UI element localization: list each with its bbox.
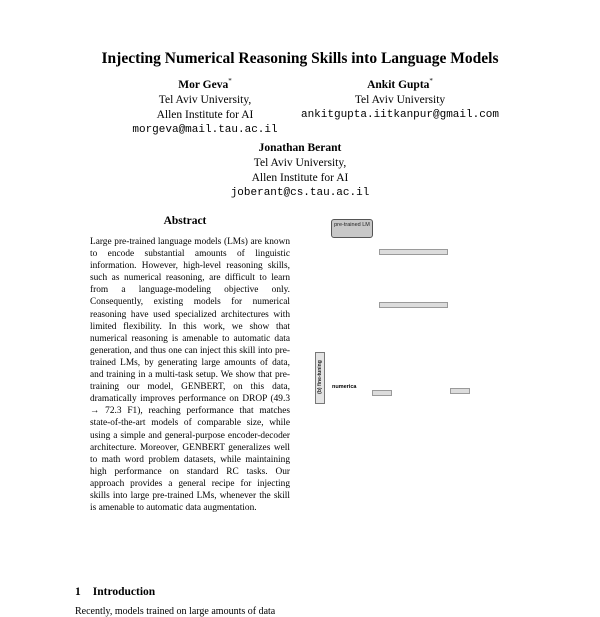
author-affiliation: Tel Aviv University bbox=[354, 93, 446, 106]
author-block-1 bbox=[110, 74, 300, 138]
author-email: joberant@cs.tau.ac.il bbox=[230, 187, 370, 199]
author-affiliation: Tel Aviv University, bbox=[253, 157, 347, 169]
author-name: Jonathan Berant bbox=[258, 142, 342, 154]
author-affiliation: Allen Institute for AI bbox=[156, 108, 254, 121]
fine-tuning-tab bbox=[315, 352, 325, 404]
section-title: Introduction bbox=[92, 586, 156, 598]
author-block-2 bbox=[290, 74, 510, 123]
paper-title: Injecting Numerical Reasoning Skills into Language Models bbox=[101, 50, 499, 67]
author-block-3 bbox=[200, 141, 400, 201]
figure-bar bbox=[379, 249, 448, 255]
section-number: 1 bbox=[75, 586, 81, 598]
abstract-text: Large pre-trained language models (LMs) are known to encode substantial amounts of linguistic information. However, high-level reasoning skills, such as numerical reasoning, are difficult to learn from a language-modeling objective only. Consequently, existing models for numerical reasoning have used specialized architectures with limited flexibility. In this work, we show that numerical reasoning is amenable to automatic data generation, and thus one can inject this skill into pre-trained LMs, by generating large amounts of data, and training in a multi-task setup. We show that pre-training our model, GENBERT, on this data, dramatically improves performance on DROP (49.3 → 72.3 F1), reaching performance that matches state-of-the-art models of comparable size, while using a simple and general-purpose encoder-decoder architecture. Moreover, GENBERT generalizes well to math word problem datasets, while maintaining high performance on standard RC tasks. Our approach provides a general recipe for injecting skills into large pre-trained LMs, whenever the skill is amenable to automatic data augmentation. bbox=[90, 237, 290, 514]
author-affiliation: Tel Aviv University, bbox=[158, 93, 252, 106]
author-mark: * bbox=[228, 77, 232, 85]
author-name: Ankit Gupta bbox=[367, 78, 430, 91]
figure-bar bbox=[372, 390, 392, 396]
figure-bar bbox=[379, 302, 448, 308]
figure-bar bbox=[450, 388, 470, 394]
intro-text: Recently, models trained on large amounts of data bbox=[75, 606, 276, 617]
numeric-label: numerica bbox=[332, 384, 357, 390]
author-name: Mor Geva bbox=[178, 78, 229, 91]
author-email: ankitgupta.iitkanpur@gmail.com bbox=[300, 108, 500, 121]
author-email: morgeva@mail.tau.ac.il bbox=[132, 123, 278, 136]
section-heading bbox=[75, 586, 155, 598]
author-mark: * bbox=[429, 77, 433, 85]
pretrained-lm-box: pre-trained LM bbox=[331, 219, 373, 238]
author-affiliation: Allen Institute for AI bbox=[251, 172, 349, 184]
abstract-heading: Abstract bbox=[163, 215, 207, 227]
fine-tuning-label: (b) fine-tuning bbox=[317, 360, 323, 394]
